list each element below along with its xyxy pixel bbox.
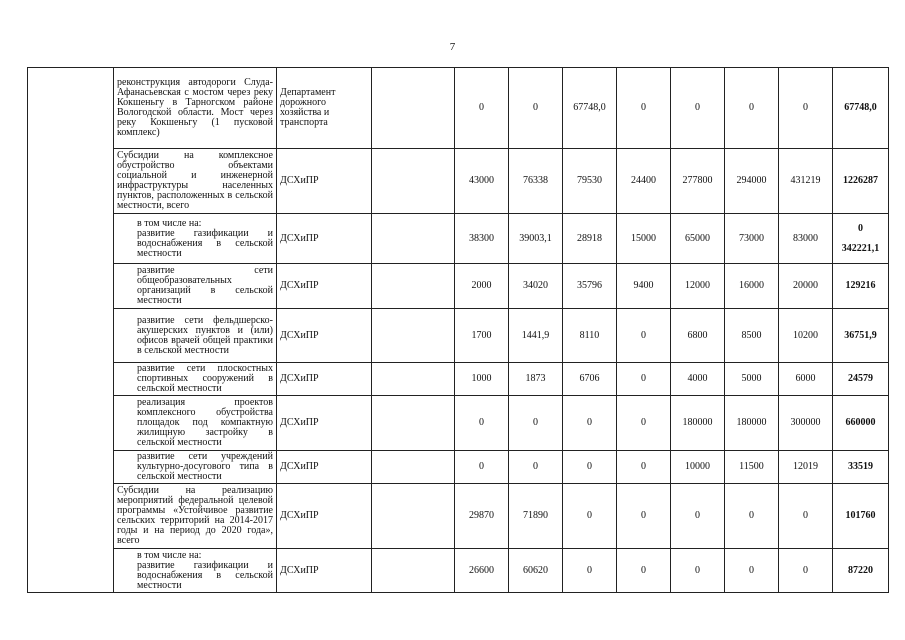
value-cell: 1873 bbox=[509, 363, 563, 396]
table-row bbox=[28, 396, 889, 451]
description-cell: Субсидии на реализацию мероприятий федеральной целевой программы «Устойчивое развитие сельских территорий на 2014-2017 годы и на период до 2020 года», всего bbox=[114, 484, 277, 549]
value-cell: 0 bbox=[617, 396, 671, 451]
description-cell bbox=[114, 549, 277, 593]
value-cell: 0 bbox=[725, 484, 779, 549]
table-row bbox=[28, 264, 889, 309]
value-cell: 0 bbox=[617, 549, 671, 593]
value-cell: 0 bbox=[617, 451, 671, 484]
total-cell: 24579 bbox=[833, 363, 889, 396]
executor-cell: ДСХиПР bbox=[277, 451, 372, 484]
value-cell: 1000 bbox=[455, 363, 509, 396]
total-cell: 660000 bbox=[833, 396, 889, 451]
empty-cell bbox=[372, 363, 455, 396]
value-cell: 6000 bbox=[779, 363, 833, 396]
value-cell: 0 bbox=[617, 363, 671, 396]
executor-cell: ДСХиПР bbox=[277, 149, 372, 214]
value-cell: 73000 bbox=[725, 214, 779, 264]
value-cell: 1700 bbox=[455, 309, 509, 363]
value-cell: 24400 bbox=[617, 149, 671, 214]
value-cell: 0 bbox=[455, 396, 509, 451]
total-top-value: 0 bbox=[858, 222, 863, 234]
value-cell: 277800 bbox=[671, 149, 725, 214]
total-value: 342221,1 bbox=[841, 242, 880, 254]
value-cell: 0 bbox=[725, 549, 779, 593]
executor-cell: ДСХиПР bbox=[277, 396, 372, 451]
subitem-description: развитие сети общеобразовательных организаций в сельской местности bbox=[137, 265, 273, 306]
value-cell: 43000 bbox=[455, 149, 509, 214]
value-cell: 65000 bbox=[671, 214, 725, 264]
value-cell: 6800 bbox=[671, 309, 725, 363]
value-cell: 67748,0 bbox=[563, 68, 617, 149]
value-cell: 15000 bbox=[617, 214, 671, 264]
executor-cell: ДСХиПР bbox=[277, 264, 372, 309]
value-cell: 76338 bbox=[509, 149, 563, 214]
value-cell: 4000 bbox=[671, 363, 725, 396]
table-row bbox=[28, 214, 889, 264]
value-cell: 0 bbox=[509, 396, 563, 451]
value-cell: 0 bbox=[509, 68, 563, 149]
value-cell: 26600 bbox=[455, 549, 509, 593]
description-cell: Субсидии на комплексное обустройство объектами социальной и инженерной инфраструктуры населенных пунктов, расположенных в сельской местности, всего bbox=[114, 149, 277, 214]
value-cell: 11500 bbox=[725, 451, 779, 484]
value-cell: 0 bbox=[671, 484, 725, 549]
value-cell: 16000 bbox=[725, 264, 779, 309]
description-cell bbox=[114, 451, 277, 484]
value-cell: 38300 bbox=[455, 214, 509, 264]
total-cell: 1226287 bbox=[833, 149, 889, 214]
subitem-description: реализация проектов комплексного обустройства площадок под компактную жилищную застройку в сельской местности bbox=[137, 397, 273, 448]
value-cell: 0 bbox=[725, 68, 779, 149]
value-cell: 1441,9 bbox=[509, 309, 563, 363]
value-cell: 8110 bbox=[563, 309, 617, 363]
executor-cell: ДСХиПР bbox=[277, 309, 372, 363]
value-cell: 34020 bbox=[509, 264, 563, 309]
subitem-label: в том числе на: bbox=[137, 549, 202, 561]
value-cell: 0 bbox=[563, 396, 617, 451]
value-cell: 180000 bbox=[725, 396, 779, 451]
description-cell bbox=[114, 264, 277, 309]
page-number: 7 bbox=[449, 41, 456, 53]
executor-cell: ДСХиПР bbox=[277, 484, 372, 549]
value-cell: 0 bbox=[563, 451, 617, 484]
empty-cell bbox=[372, 149, 455, 214]
value-cell: 180000 bbox=[671, 396, 725, 451]
subitem-description: развитие газификации и водоснабжения в сельской местности bbox=[137, 559, 273, 591]
value-cell: 8500 bbox=[725, 309, 779, 363]
subitem-description: развитие сети учреждений культурно-досугового типа в сельской местности bbox=[137, 451, 273, 482]
value-cell: 0 bbox=[509, 451, 563, 484]
subitem-description: развитие сети плоскостных спортивных сооружений в сельской местности bbox=[137, 363, 273, 394]
value-cell: 28918 bbox=[563, 214, 617, 264]
empty-cell bbox=[372, 309, 455, 363]
value-cell: 0 bbox=[617, 68, 671, 149]
empty-cell bbox=[372, 264, 455, 309]
total-cell: 101760 bbox=[833, 484, 889, 549]
subitem-label: в том числе на: bbox=[137, 217, 202, 229]
table-row bbox=[28, 309, 889, 363]
value-cell: 0 bbox=[617, 309, 671, 363]
table-row bbox=[28, 68, 889, 149]
value-cell: 0 bbox=[563, 549, 617, 593]
total-cell: 87220 bbox=[833, 549, 889, 593]
value-cell: 0 bbox=[671, 68, 725, 149]
total-cell: 36751,9 bbox=[833, 309, 889, 363]
table-row bbox=[28, 549, 889, 593]
value-cell: 12000 bbox=[671, 264, 725, 309]
subitem-description: развитие газификации и водоснабжения в сельской местности bbox=[137, 227, 273, 259]
value-cell: 60620 bbox=[509, 549, 563, 593]
empty-cell bbox=[372, 451, 455, 484]
table-row bbox=[28, 484, 889, 549]
value-cell: 0 bbox=[779, 549, 833, 593]
description-cell bbox=[114, 396, 277, 451]
executor-cell: Департамент дорожного хозяйства и транспорта bbox=[277, 68, 372, 149]
executor-cell: ДСХиПР bbox=[277, 214, 372, 264]
table-row bbox=[28, 149, 889, 214]
value-cell: 0 bbox=[617, 484, 671, 549]
value-cell: 0 bbox=[779, 484, 833, 549]
value-cell: 83000 bbox=[779, 214, 833, 264]
total-cell: 129216 bbox=[833, 264, 889, 309]
description-cell bbox=[114, 214, 277, 264]
value-cell: 6706 bbox=[563, 363, 617, 396]
value-cell: 10000 bbox=[671, 451, 725, 484]
blank-column-cell bbox=[28, 68, 114, 593]
value-cell: 12019 bbox=[779, 451, 833, 484]
value-cell: 0 bbox=[455, 68, 509, 149]
value-cell: 2000 bbox=[455, 264, 509, 309]
value-cell: 0 bbox=[779, 68, 833, 149]
executor-cell: ДСХиПР bbox=[277, 549, 372, 593]
budget-table bbox=[27, 67, 889, 593]
value-cell: 5000 bbox=[725, 363, 779, 396]
value-cell: 20000 bbox=[779, 264, 833, 309]
value-cell: 0 bbox=[455, 451, 509, 484]
value-cell: 294000 bbox=[725, 149, 779, 214]
value-cell: 71890 bbox=[509, 484, 563, 549]
executor-cell: ДСХиПР bbox=[277, 363, 372, 396]
subitem-description: развитие сети фельдшерско-акушерских пунктов и (или) офисов врачей общей практики в сельской местности bbox=[137, 314, 273, 356]
value-cell: 431219 bbox=[779, 149, 833, 214]
empty-cell bbox=[372, 68, 455, 149]
value-cell: 35796 bbox=[563, 264, 617, 309]
total-cell: 33519 bbox=[833, 451, 889, 484]
empty-cell bbox=[372, 214, 455, 264]
value-cell: 39003,1 bbox=[509, 214, 563, 264]
total-cell bbox=[833, 214, 889, 264]
value-cell: 300000 bbox=[779, 396, 833, 451]
value-cell: 10200 bbox=[779, 309, 833, 363]
table-row bbox=[28, 363, 889, 396]
description-cell bbox=[114, 363, 277, 396]
value-cell: 79530 bbox=[563, 149, 617, 214]
empty-cell bbox=[372, 549, 455, 593]
description-cell bbox=[114, 309, 277, 363]
value-cell: 9400 bbox=[617, 264, 671, 309]
total-cell: 67748,0 bbox=[833, 68, 889, 149]
table-row bbox=[28, 451, 889, 484]
value-cell: 0 bbox=[563, 484, 617, 549]
description-cell: реконструкция автодороги Слуда-Афанасьевская с мостом через реку Кокшеньгу в Тарногском районе Вологодской области. Мост через реку Кокшеньгу (1 пусковой комплекс) bbox=[114, 68, 277, 149]
empty-cell bbox=[372, 396, 455, 451]
value-cell: 0 bbox=[671, 549, 725, 593]
value-cell: 29870 bbox=[455, 484, 509, 549]
empty-cell bbox=[372, 484, 455, 549]
